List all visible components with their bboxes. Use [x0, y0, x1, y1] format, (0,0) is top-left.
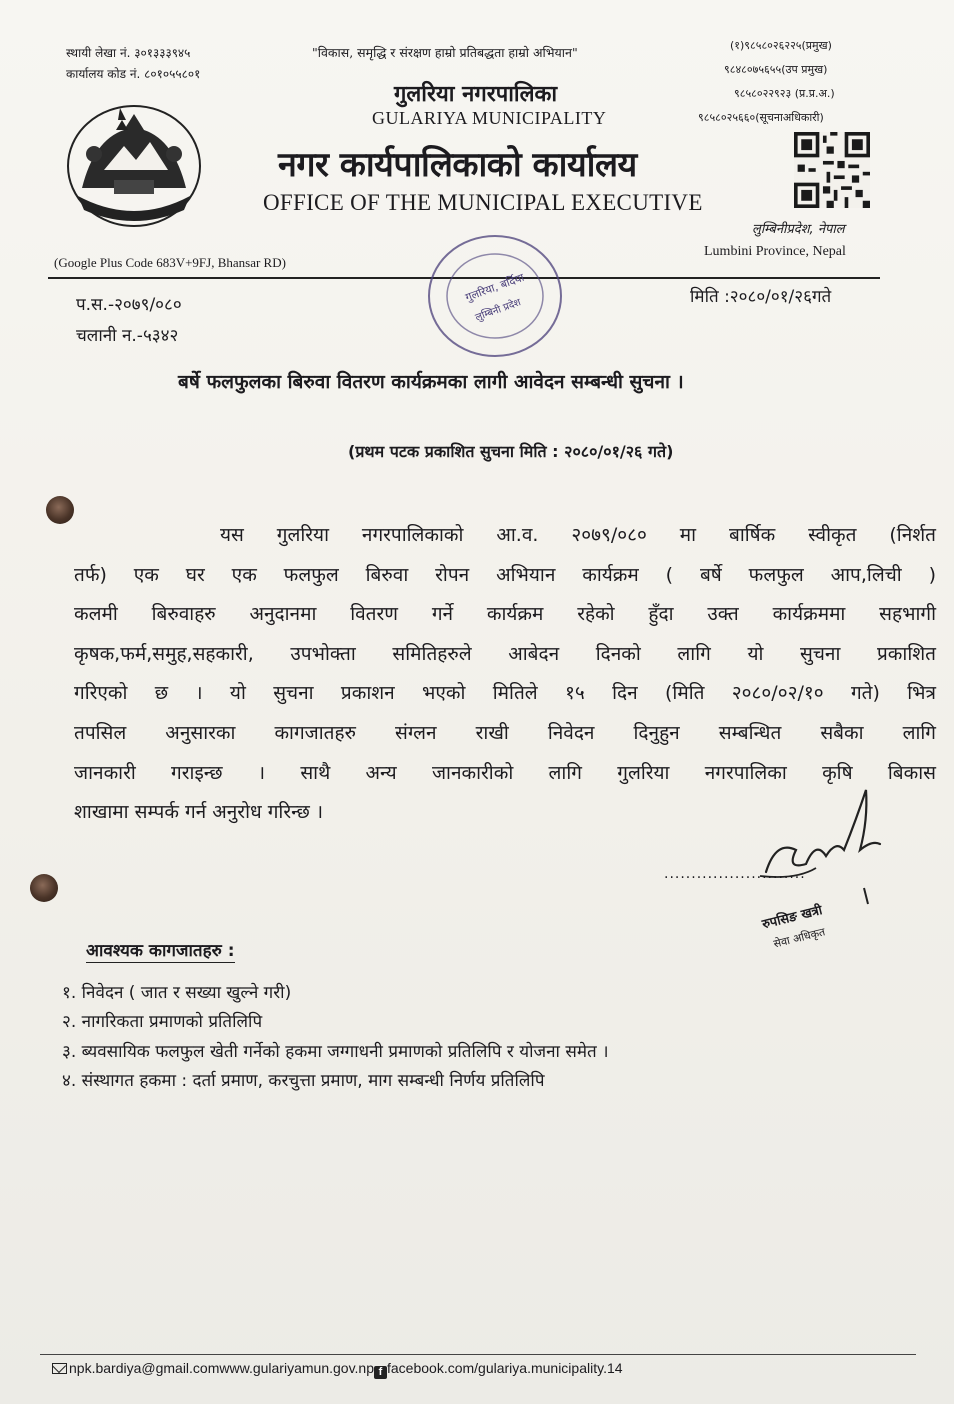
body-line: कलमी बिरुवाहरु अनुदानमा वितरण गर्ने कार्यक्रम रहेको हुँदा उक्त कार्यक्रममा सहभागी	[74, 603, 936, 626]
document-item: १. निवेदन ( जात र सख्या खुल्ने गरी)	[62, 983, 292, 1003]
body-line: तर्फ) एक घर एक फलफुल बिरुवा रोपन अभियान कार्यक्रम ( बर्षे फलफुल आप,लिची )	[74, 563, 936, 586]
reference-number: प.स.-२०७९/०८०	[76, 295, 182, 315]
office-code: कार्यालय कोड नं. ८०१०५५८०१	[66, 67, 201, 81]
phone-info-officer: ९८५८०२५६६०(सूचनाअधिकारी)	[698, 111, 824, 124]
phone-deputy-mayor: ९८४८०७५६५५(उप प्रमुख)	[724, 63, 828, 76]
notice-title: बर्षे फलफुलका बिरुवा वितरण कार्यक्रमका लागी आवेदन सम्बन्धी सुचना ।	[178, 371, 684, 393]
office-name-nepali: नगर कार्यपालिकाको कार्यालय	[278, 145, 637, 185]
province-nepali: लुम्बिनीप्रदेश, नेपाल	[752, 222, 845, 237]
stamp-text-line-1: गुलरिया, बर्दिया	[463, 270, 526, 305]
footer-facebook[interactable]: facebook.com/gulariya.municipality.14	[387, 1360, 623, 1376]
body-line: यस गुलरिया नगरपालिकाको आ.व. २०७९/०८० मा बार्षिक स्वीकृत (निर्शत	[220, 524, 936, 546]
signature-line: ..........................	[664, 866, 806, 882]
stamp-text-line-2: लुम्बिनी प्रदेश	[474, 297, 523, 324]
phone-mayor: (१)९८५८०२६२२५(प्रमुख)	[730, 39, 832, 52]
signatory-name: रुपसिङ खत्री	[760, 903, 824, 933]
footer-divider	[40, 1354, 916, 1355]
document-item: ३. ब्यवसायिक फलफुल खेती गर्नेको हकमा जग्गाधनी प्रमाणको प्रतिलिपि र योजना समेत ।	[62, 1042, 609, 1062]
qr-code-icon	[794, 132, 870, 208]
document-item: २. नागरिकता प्रमाणको प्रतिलिपि	[62, 1012, 263, 1032]
nepal-emblem-logo	[64, 100, 204, 228]
letter-date: मिति :२०८०/०१/२६गते	[690, 287, 832, 307]
office-stamp	[420, 226, 570, 366]
body-line: जानकारी गराइन्छ । साथै अन्य जानकारीको लागि गुलरिया नगरपालिका कृषि बिकास	[74, 761, 936, 784]
body-line: तपसिल अनुसारका कागजातहरु संग्लन राखी निवेदन दिनुहुन सम्बन्धित सबैका लागि	[74, 721, 936, 744]
body-line: कृषक,फर्म,समुह,सहकारी, उपभोक्ता समितिहरुले आबेदन दिनको लागि यो सुचना प्रकाशित	[74, 642, 936, 665]
body-line: शाखामा सम्पर्क गर्न अनुरोध गरिन्छ ।	[74, 801, 324, 824]
registration-number: स्थायी लेखा नं. ३०१३३३९४५	[66, 46, 191, 60]
punch-hole-bottom	[30, 874, 58, 902]
signatory-designation: सेवा अधिकृत	[772, 925, 827, 951]
office-name-english: OFFICE OF THE MUNICIPAL EXECUTIVE	[263, 190, 703, 215]
document-item: ४. संस्थागत हकमा : दर्ता प्रमाण, करचुत्ता प्रमाण, माग सम्बन्धी निर्णय प्रतिलिपि	[62, 1071, 545, 1091]
punch-hole-top	[46, 496, 74, 524]
dispatch-number: चलानी न.-५३४२	[76, 326, 179, 346]
footer-contacts	[52, 1360, 623, 1379]
facebook-icon: f	[374, 1366, 387, 1379]
required-documents-heading: आवश्यक कागजातहरु :	[86, 938, 235, 963]
first-publication-date: (प्रथम पटक प्रकाशित सुचना मिति : २०८०/०१/२६ गते)	[348, 442, 674, 461]
slogan: "विकास, समृद्धि र संरक्षण हाम्रो प्रतिबद्धता हाम्रो अभियान"	[312, 45, 578, 60]
handwritten-signature	[756, 780, 886, 920]
footer-website[interactable]: www.gulariyamun.gov.np	[219, 1360, 374, 1376]
phone-cao: ९८५८०२२९२३ (प्र.प्र.अ.)	[734, 87, 835, 100]
municipality-name-nepali: गुलरिया नगरपालिका	[394, 82, 558, 107]
google-plus-code: (Google Plus Code 683V+9FJ, Bhansar RD)	[54, 255, 286, 270]
mail-icon	[52, 1363, 67, 1374]
municipality-name-english: GULARIYA MUNICIPALITY	[372, 108, 607, 128]
body-line: गरिएको छ । यो सुचना प्रकाशन भएको मितिले १५ दिन (मिति २०८०/०२/१० गते) भित्र	[74, 682, 936, 705]
footer-email[interactable]: npk.bardiya@gmail.com	[69, 1360, 220, 1376]
province-english: Lumbini Province, Nepal	[704, 244, 846, 259]
